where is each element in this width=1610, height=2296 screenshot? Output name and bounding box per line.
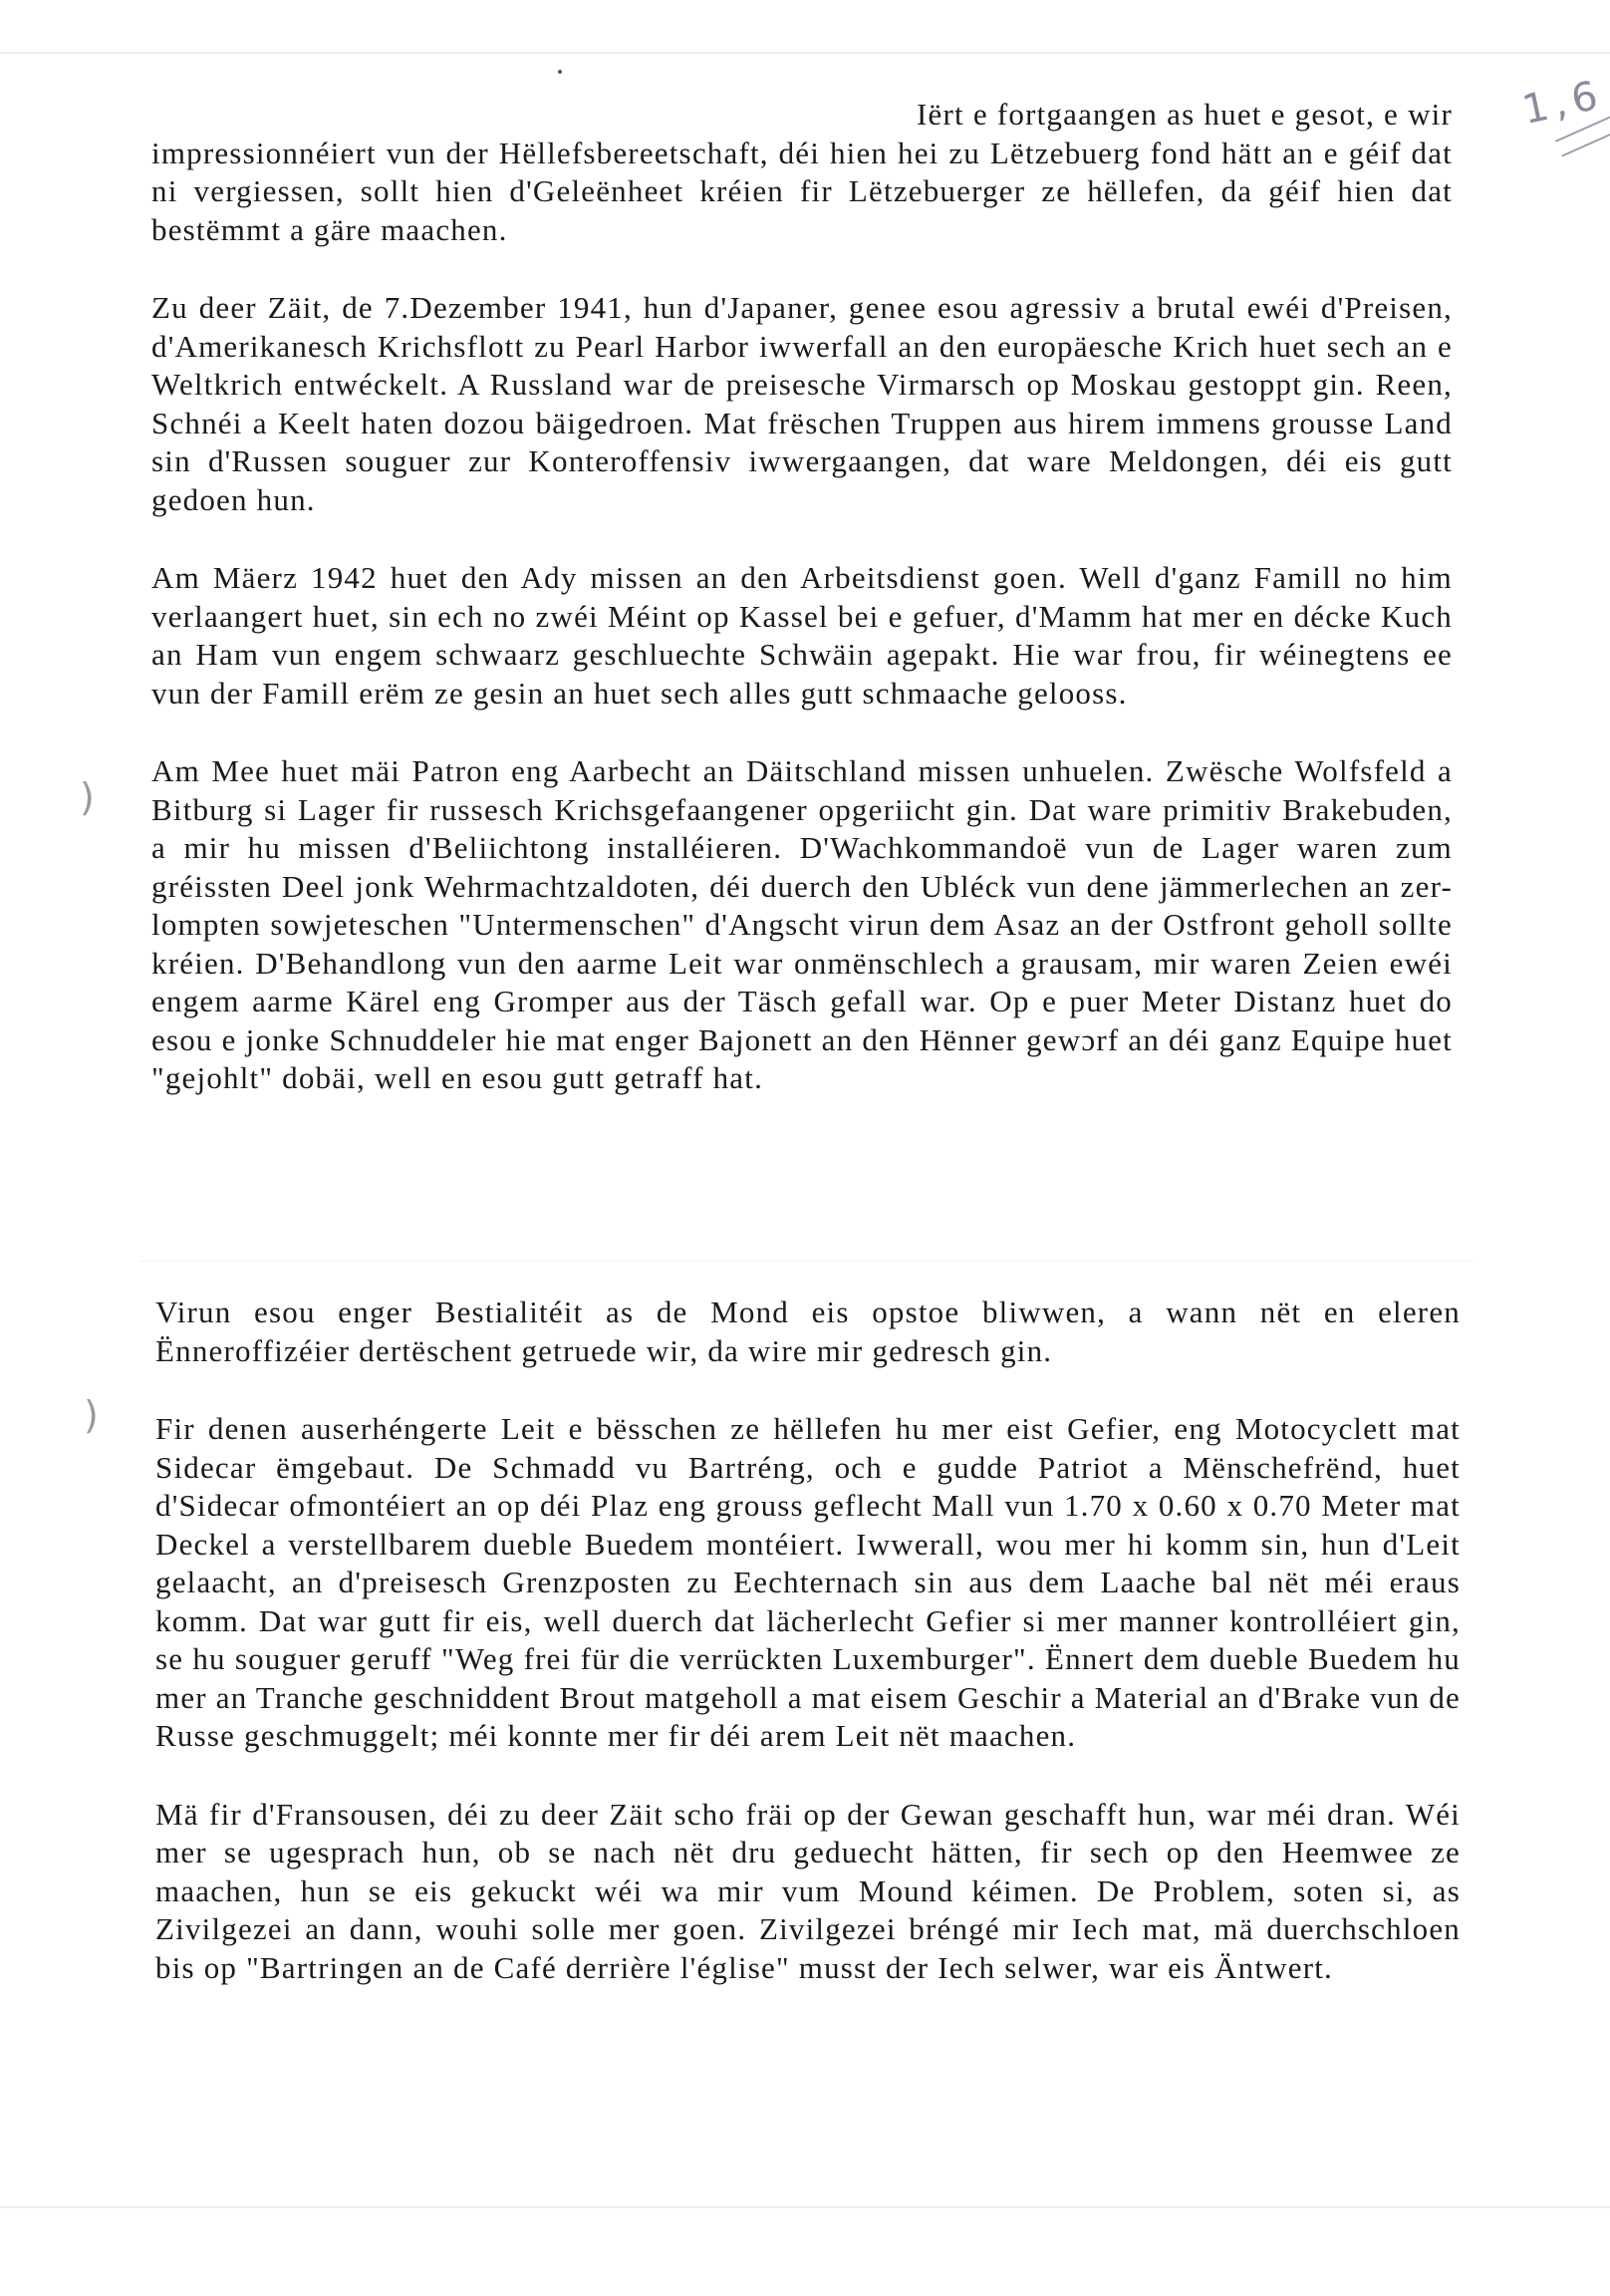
margin-mark: ) [80, 775, 95, 819]
handwritten-page-mark: 1,6 [1518, 72, 1608, 134]
margin-mark: ) [84, 1393, 99, 1437]
paragraph: Am Mee huet mäi Patron eng Aarbecht an Däitschland missen unhuelen. Zwësche Wolfsfeld a Bitburg si Lager fir russesch Krichsgefaangener opgeriicht gin. Dat ware primitiv Brakebuden, a mir hu missen d'Beliichtong installéieren. D'Wachkommandoë vun de Lager waren zum gréissten Deel jonk Wehrmachtzaldoten, déi duerch den Ubléck vun dene jämmerlechen an zer-lompten sowjeteschen "Untermenschen" d'Angscht virun dem Asaz an der Ostfront geholl sollte kréien. D'Behandlong vun den aarme Leit war onmënschlech a grausam, mir waren Zeien ewéi engem aarme Kärel eng Gromper aus der Täsch gefall war. Op e puer Meter Distanz huet do esou e jonke Schnuddeler hie mat enger Bajonett an den Hënner gewɔrf an déi ganz Equipe huet "gejohlt" dobäi, well en esou gutt getraff hat. [151, 753, 1453, 1095]
paragraph: Mä fir d'Fransousen, déi zu deer Zäit scho fräi op der Gewan geschafft hun, war méi dran. Wéi mer se ugesprach hun, ob se nach nët dru geduecht hätten, fir sech op den Heemwee ze maachen, hun se eis gekuckt wéi wa mir vum Mound kéimen. De Problem, soten si, as Zivilgezei an dann, wouhi solle mer goen. Zivilgezei bréngé mir Iech mat, mä duerchschloen bis op "Bartringen an de Café derrière l'église" musst der Iech selwer, war eis Äntwert. [155, 1796, 1461, 1985]
bottom-text-block [155, 1293, 1461, 1987]
paragraph: Zu deer Zäit, de 7.Dezember 1941, hun d'Japaner, genee esou agressiv a brutal ewéi d'Preisen, d'Amerikanesch Krichsflott zu Pearl Harbor iwwerfall an den europäesche Krich huet sech an e Weltkrich entwéckelt. A Russland war de preisesche Virmarsch op Moskau gestoppt gin. Reen, Schnéi a Keelt haten dozou bäigedroen. Mat frëschen Truppen aus hirem immens grousse Land sin d'Russen souguer zur Konteroffensiv iwwergaangen, dat ware Meldongen, déi eis gutt gedoen hun. [151, 290, 1453, 517]
paste-edge [139, 1261, 1475, 1262]
paragraph: Fir denen auserhéngerte Leit e bësschen ze hëllefen hu mer eist Gefier, eng Motocyclett mat Sidecar ëmgebaut. De Schmadd vu Bartréng, och e gudde Patriot a Mënschefrënd, huet d'Sidecar ofmontéiert an op déi Plaz eng grouss geflecht Mall vun 1.70 x 0.60 x 0.70 Meter mat Deckel a verstellbarem dueble Buedem montéiert. Iwwerall, wou mer hi komm sin, hun d'Leit gelaacht, an d'preisesch Grenzposten zu Eechternach sin aus dem Laache bal nët méi eraus komm. Dat war gutt fir eis, well duerch dat lächerlecht Gefier si mer manner kontrolléiert gin, se hu souguer geruff "Weg frei für die verrückten Luxemburger". Ënnert dem dueble Buedem hu mer an Tranche geschniddent Brout matgeholl a mat eisem Geschir a Material an d'Brake vun de Russe geschmuggelt; méi konnte mer fir déi arem Leit nët maachen. [155, 1411, 1461, 1753]
scan-edge-top [0, 52, 1610, 54]
scan-edge-bottom [0, 2206, 1610, 2208]
paragraph: Virun esou enger Bestialitéit as de Mond eis opstoe bliwwen, a wann nët en eleren Ënneroffizéier dertëschent getruede wir, da wire mir gedresch gin. [155, 1294, 1461, 1368]
speck [558, 70, 562, 74]
paragraph: Am Mäerz 1942 huet den Ady missen an den Arbeitsdienst goen. Well d'ganz Famill no him verlaangert huet, sin ech no zwéi Méint op Kassel bei e gefuer, d'Mamm hat mer en décke Kuch an Ham vun engem schwaarz geschluechte Schwäin agepakt. Hie war frou, fir wéinegtens ee vun der Famill erëm ze gesin an huet sech alles gutt schmaache gelooss. [151, 560, 1453, 711]
top-text-block [151, 96, 1453, 1098]
paragraph: Iërt e fortgaangen as huet e gesot, e wir impressionnéiert vun der Hëllefsbereetschaft, déi hien hei zu Lëtzebuerg fond hätt an e géif dat ni vergiessen, sollt hien d'Geleënheet kréien fir Lëtzebuerger ze hëllefen, da géif hien dat bestëmmt a gäre maachen. [151, 97, 1453, 247]
